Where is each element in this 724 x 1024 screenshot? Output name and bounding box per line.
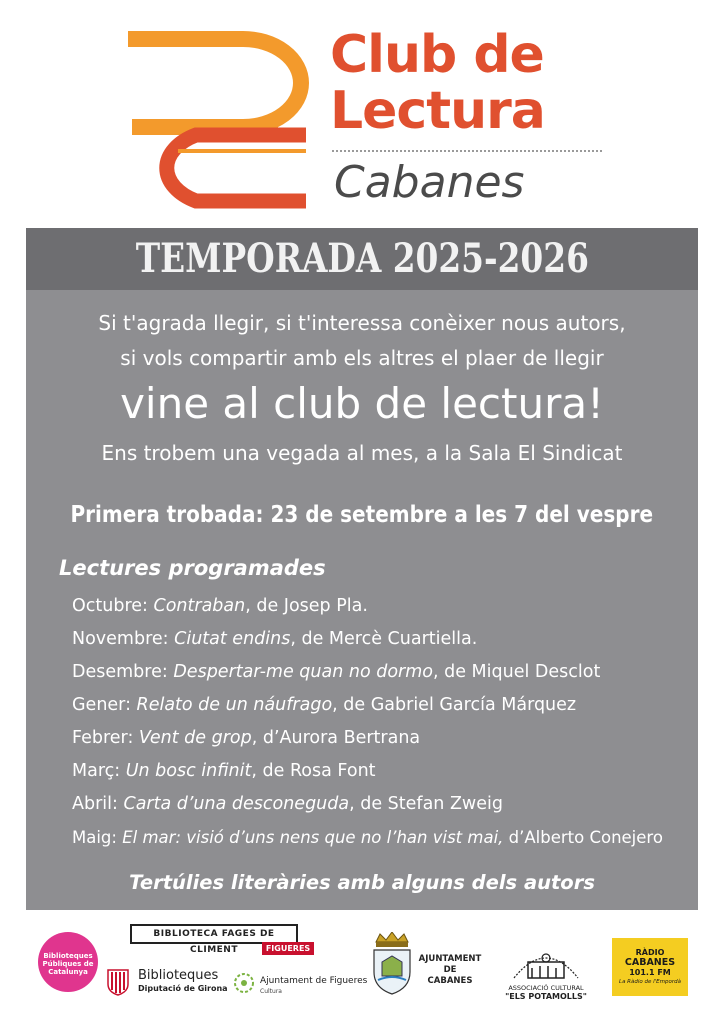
season-title: TEMPORADA 2025-2026 xyxy=(135,235,589,282)
intro-line-1: Si t'agrada llegir, si t'interessa conèixer nous autors, xyxy=(98,311,626,335)
associacio-label: ASSOCIACIÓ CULTURAL xyxy=(508,984,584,992)
tertulies-note: Tertúlies literàries amb alguns dels autors xyxy=(129,871,595,894)
schedule-month: Febrer: xyxy=(72,728,139,748)
schedule-book: Relato de un náufrago xyxy=(136,695,333,715)
book-logo-icon xyxy=(118,25,318,210)
schedule-book: Contraban xyxy=(153,596,246,616)
biblioteques-publiques-text: Biblioteques Públiques de Catalunya xyxy=(42,952,94,976)
schedule-author: d’Alberto Conejero xyxy=(503,828,663,847)
biblioteca-fages-logo: BIBLIOTECA FAGES DE CLIMENT xyxy=(130,924,298,944)
season-band xyxy=(26,228,698,290)
ajuntament-name: AJUNTAMENT DE CABANES xyxy=(418,954,482,986)
potamolls-label: "ELS POTAMOLLS" xyxy=(505,992,587,1001)
logo-subtitle: Cabanes xyxy=(334,157,525,208)
biblioteques-publiques-logo xyxy=(38,932,98,992)
call-to-action: vine al club de lectura! xyxy=(120,379,604,428)
schedule-author: , de Mercè Cuartiella. xyxy=(290,629,478,649)
schedule-month: Març: xyxy=(72,761,126,781)
schedule-month: Desembre: xyxy=(72,662,174,682)
radio-line1: RÀDIO xyxy=(635,948,665,957)
intro-line-2: si vols compartir amb els altres el plaer de llegir xyxy=(120,346,604,370)
schedule-book: El mar: visió d’uns nens que no l’han vist mai, xyxy=(122,828,504,847)
logo-divider xyxy=(332,150,602,152)
list-item xyxy=(72,689,663,722)
logo-title-line1: Club de xyxy=(330,25,544,85)
figueres-sub: Cultura xyxy=(260,988,282,995)
sponsor-footer xyxy=(0,912,724,1024)
logo-title-line2: Lectura xyxy=(330,81,545,141)
radio-line2: CABANES xyxy=(624,957,676,968)
schedule-author: , de Rosa Font xyxy=(251,761,376,781)
schedule-author: , de Gabriel García Márquez xyxy=(332,695,577,715)
meeting-info: Ens trobem una vegada al mes, a la Sala El Sindicat xyxy=(101,441,623,465)
info-panel xyxy=(26,228,698,910)
schedule-author: , de Miquel Desclot xyxy=(432,662,601,682)
list-item xyxy=(72,623,663,656)
schedule-book: Despertar-me quan no dormo xyxy=(173,662,433,682)
radio-slogan: La Ràdio de l'Empordà xyxy=(619,979,681,985)
schedule-book: Vent de grop xyxy=(138,728,252,748)
list-item xyxy=(72,590,663,623)
schedule-list xyxy=(72,590,663,854)
list-item xyxy=(72,722,663,755)
radio-cabanes-logo xyxy=(612,938,688,996)
schedule-month: Maig: xyxy=(72,828,123,847)
schedule-month: Gener: xyxy=(72,695,137,715)
schedule-month: Octubre: xyxy=(72,596,154,616)
diputacio-crest-icon xyxy=(104,968,132,996)
first-meeting-text: Primera trobada: 23 de setembre a les 7 del vespre xyxy=(70,502,654,528)
schedule-title: Lectures programades xyxy=(59,556,326,580)
list-item xyxy=(72,656,663,689)
schedule-month: Abril: xyxy=(72,794,124,814)
list-item xyxy=(72,821,663,854)
biblioteca-city-tag: FIGUERES xyxy=(262,942,314,955)
list-item xyxy=(72,755,663,788)
schedule-book: Carta d’una desconeguda xyxy=(123,794,350,814)
schedule-author: , d’Aurora Bertrana xyxy=(251,728,421,748)
schedule-book: Un bosc infinit xyxy=(125,761,252,781)
first-meeting xyxy=(26,498,698,532)
schedule-author: , de Josep Pla. xyxy=(245,596,368,616)
diputacio-sub: Diputació de Girona xyxy=(138,984,228,993)
schedule-author: , de Stefan Zweig xyxy=(349,794,503,814)
schedule-book: Ciutat endins xyxy=(174,629,291,649)
diputacio-name: Biblioteques xyxy=(138,968,219,983)
figueres-name: Ajuntament de Figueres xyxy=(260,976,368,986)
schedule-month: Novembre: xyxy=(72,629,175,649)
potamolls-name xyxy=(498,984,594,1002)
list-item xyxy=(72,788,663,821)
figueres-leaf-icon xyxy=(233,972,255,994)
radio-frequency: 101.1 FM xyxy=(629,968,671,977)
